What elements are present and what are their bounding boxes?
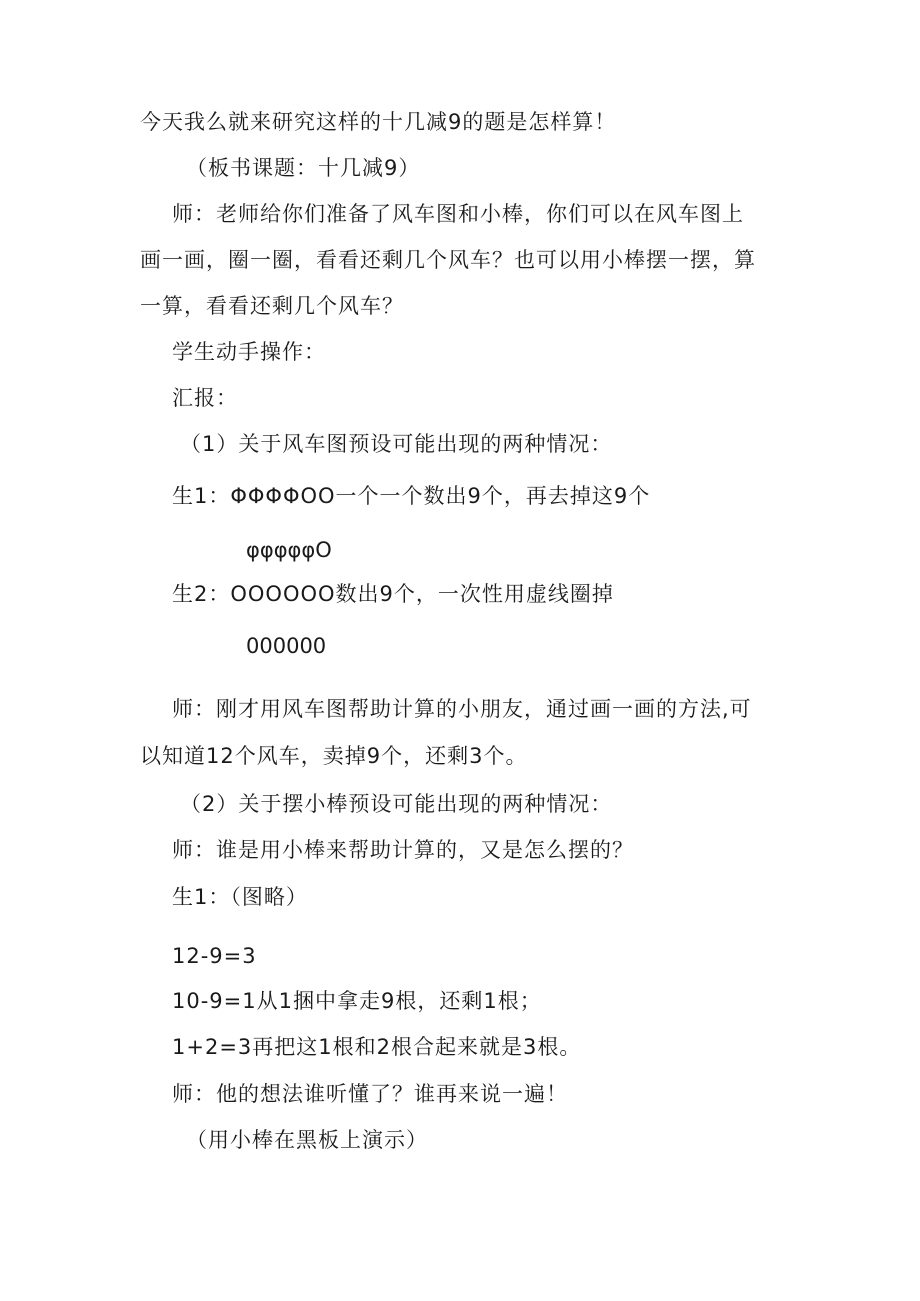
paragraph-intro: 今天我么就来研究这样的十几减9的题是怎样算！ bbox=[140, 110, 617, 134]
equation-2: 10-9=1从1捆中拿走9根，还剩1根； bbox=[172, 989, 542, 1013]
paragraph-student-2: 生2：OOOOOO数出9个，一次性用虚线圈掉 bbox=[172, 582, 614, 606]
paragraph-teacher-4: 师：他的想法谁听懂了？谁再来说一遍！ bbox=[172, 1082, 568, 1106]
equation-1: 12-9=3 bbox=[172, 944, 257, 968]
paragraph-student-3: 生1：（图略） bbox=[172, 885, 308, 909]
windmill-symbols-2: 000000 bbox=[246, 634, 327, 658]
paragraph-teacher-2a: 师：刚才用风车图帮助计算的小朋友，通过画一画的方法,可 bbox=[172, 697, 752, 721]
paragraph-case-2: （2）关于摆小棒预设可能出现的两种情况： bbox=[180, 792, 613, 816]
paragraph-student-op: 学生动手操作： bbox=[172, 340, 326, 364]
paragraph-teacher-2b: 以知道12个风车，卖掉9个，还剩3个。 bbox=[140, 744, 528, 768]
paragraph-teacher-3: 师：谁是用小棒来帮助计算的，又是怎么摆的？ bbox=[172, 838, 634, 862]
equation-3: 1+2=3再把这1根和2根合起来就是3根。 bbox=[172, 1035, 582, 1059]
windmill-symbols-1: φφφφφO bbox=[246, 538, 332, 562]
paragraph-board-title: （板书课题：十几减9） bbox=[186, 156, 421, 180]
paragraph-report: 汇报： bbox=[172, 386, 238, 410]
paragraph-teacher-1c: 一算，看看还剩几个风车？ bbox=[140, 294, 404, 318]
paragraph-case-1: （1）关于风车图预设可能出现的两种情况： bbox=[180, 432, 613, 456]
paragraph-teacher-1b: 画一画，圈一圈，看看还剩几个风车？也可以用小棒摆一摆，算 bbox=[140, 248, 756, 272]
paragraph-teacher-1a: 师：老师给你们准备了风车图和小棒，你们可以在风车图上 bbox=[172, 202, 744, 226]
paragraph-demo: （用小棒在黑板上演示） bbox=[186, 1128, 428, 1152]
paragraph-student-1: 生1：ΦΦΦΦOO一个一个数出9个，再去掉这9个 bbox=[172, 484, 651, 508]
